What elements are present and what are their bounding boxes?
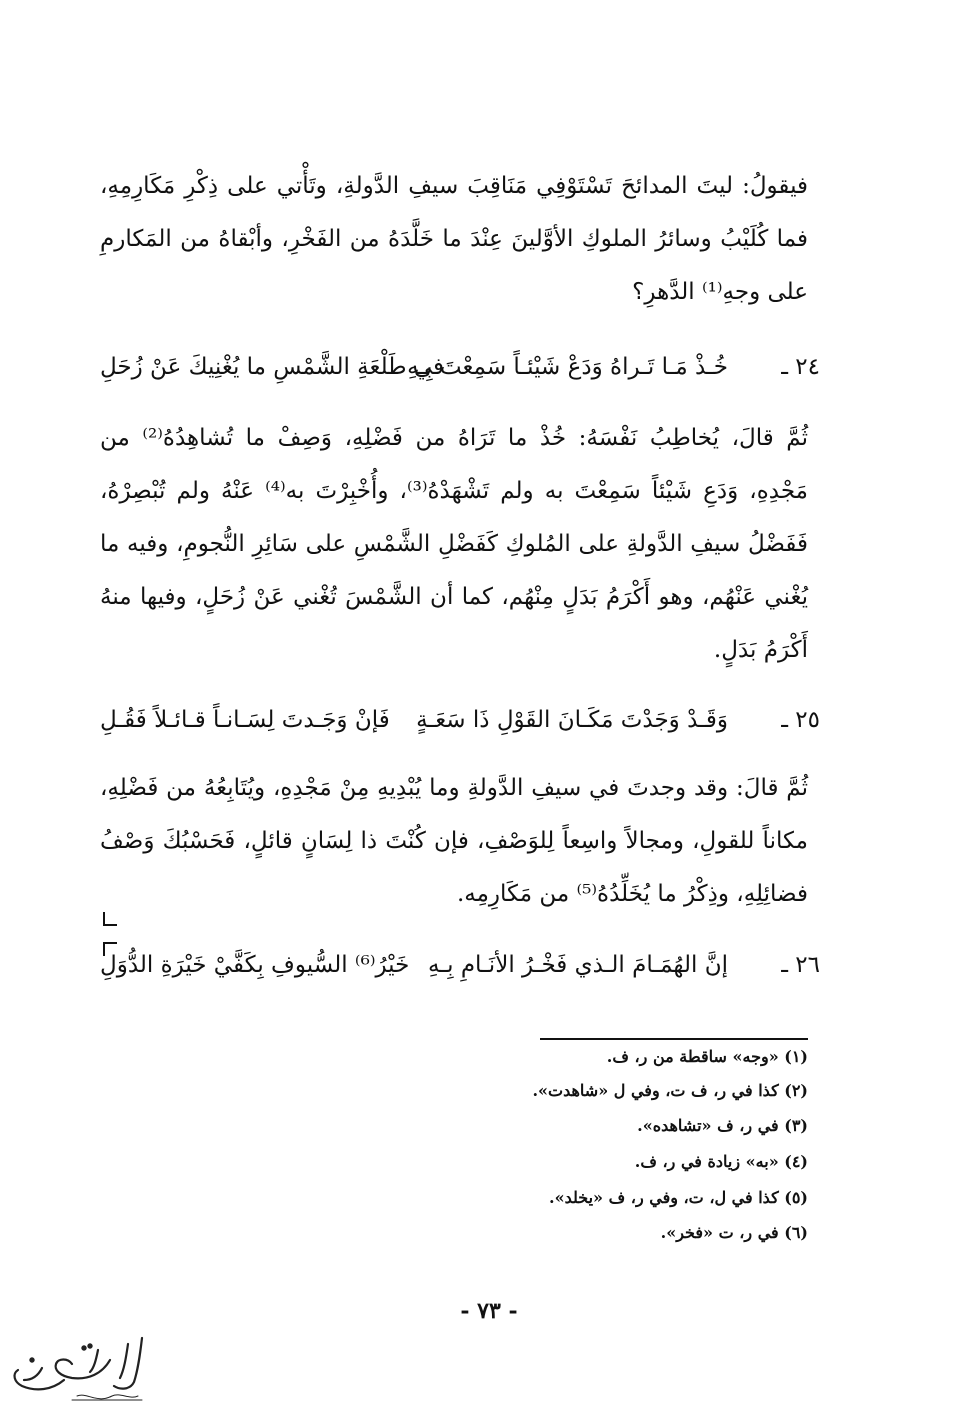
verse-number: ٢٥ ـ xyxy=(781,707,820,733)
verse-first-hemistich: وَقَـدْ وَجَدْتَ مَكَـانَ القَوْلِ ذَا سَعَـةٍ xyxy=(416,707,728,733)
footnote-5: (٥) كذا في ل، ت، وفي ر، ف «يخلد». xyxy=(549,1188,808,1207)
calligraphy-logo-icon xyxy=(2,1330,152,1408)
verse-26 xyxy=(100,940,820,990)
verse-number: ٢٤ ـ xyxy=(781,354,820,380)
verse-second-hemistich: خَيْرُ⁽⁶⁾ السُّيوفِ بِكَفَّيْ خَيْرَةِ الدُّوَلِ xyxy=(100,952,410,978)
verse-first-hemistich: خُـذْ مَـا تَـراهُ وَدَعْ شَيْئـاً سَمِعْتَ بِـهِ xyxy=(407,354,728,380)
commentary-paragraph-3: ثُمَّ قالَ: وقد وجدتَ في سيفِ الدَّولةِ وما يُبْدِيهِ مِنْ مَجْدِهِ، ويُتَابِعُهُ من فَضْلِهِ، مكاناً للقولِ، ومجالاً واسِعاً لِلوَصْفِ، فإن كُنْتَ ذا لِسَانٍ قائلٍ، فَحَسْبُكَ وَصْفُ فضائِلِهِ، وذِكْرُ ما يُخَلِّدُهُ⁽⁵⁾ من مَكَارِمِه. xyxy=(100,775,808,907)
page-number: - ٧٣ - xyxy=(460,1298,518,1324)
footnote-separator xyxy=(540,1038,808,1040)
footnote-2: (٢) كذا في ر، ف ت، وفي ل «شاهدت». xyxy=(532,1081,808,1100)
commentary-paragraph-2: ثُمَّ قالَ، يُخاطِبُ نَفْسَهُ: خُذْ ما تَرَاهُ من فَضْلِهِ، وَصِفْ ما تُشاهِدُهُ⁽²⁾ من مَجْدِهِ، وَدَعِ شَيْئاً سَمِعْتَ به ولم تَشْهَدْهُ⁽³⁾، وأُخْبِرْتَ به⁽⁴⁾ عَنْهُ ولم تُبْصِرْهُ، فَفَضْلُ سيفِ الدَّولةِ على المُلوكِ كَفَضْلِ الشَّمْسِ على سَائِرِ النُّجومِ، وفيه ما يُغْني عَنْهُم، وهو أَكْرَمُ بَدَلٍ مِنْهُم، كما أن الشَّمْسَ تُغْني عَنْ زُحَلٍ، وفيها منهُ أَكْرَمُ بَدَلٍ. xyxy=(100,425,808,663)
footnote-6: (٦) في ر، ت «فخر». xyxy=(660,1223,808,1242)
verse-number: ٢٦ ـ xyxy=(781,952,820,978)
commentary-paragraph-1: فيقولُ: ليتَ المدائحَ تَسْتَوْفِي مَنَاقِبَ سيفِ الدَّولةِ، وتَأْتي على ذِكْرِ مَكَارِمِهِ، فما كُلَيْبُ وسائرُ الملوكِ الأوَّلينَ عِنْدَ ما خَلَّدَهُ من الفَخْرِ، وأبْقاهُ من المَكارمِ على وجهِ⁽¹⁾ الدَّهرِ؟ xyxy=(100,173,808,305)
verse-second-hemistich: في طَلْعَةِ الشَّمْسِ ما يُغْنِيكَ عَنْ زُحَلِ xyxy=(100,354,444,380)
footnote-1: (١) «وجه» ساقطة من ر، ف. xyxy=(606,1047,808,1066)
verse-first-hemistich: إنَّ الهُمَـامَ الـذي فَخْـرُ الأنَـامِ بِـهِ xyxy=(428,952,728,978)
verse-25 xyxy=(100,695,820,745)
footnote-3: (٣) في ر، ف «تشاهده». xyxy=(637,1116,808,1135)
verse-24 xyxy=(100,342,820,392)
verse-second-hemistich: فَإنْ وَجَـدتَ لِسَـانـاً قـائـلاً فَقُـلِ xyxy=(100,707,390,733)
calligraphy-watermark-logo xyxy=(2,1330,152,1408)
section-bracket-bottom xyxy=(103,912,117,926)
footnote-4: (٤) «به» زيادة في ر، ف. xyxy=(634,1152,808,1171)
